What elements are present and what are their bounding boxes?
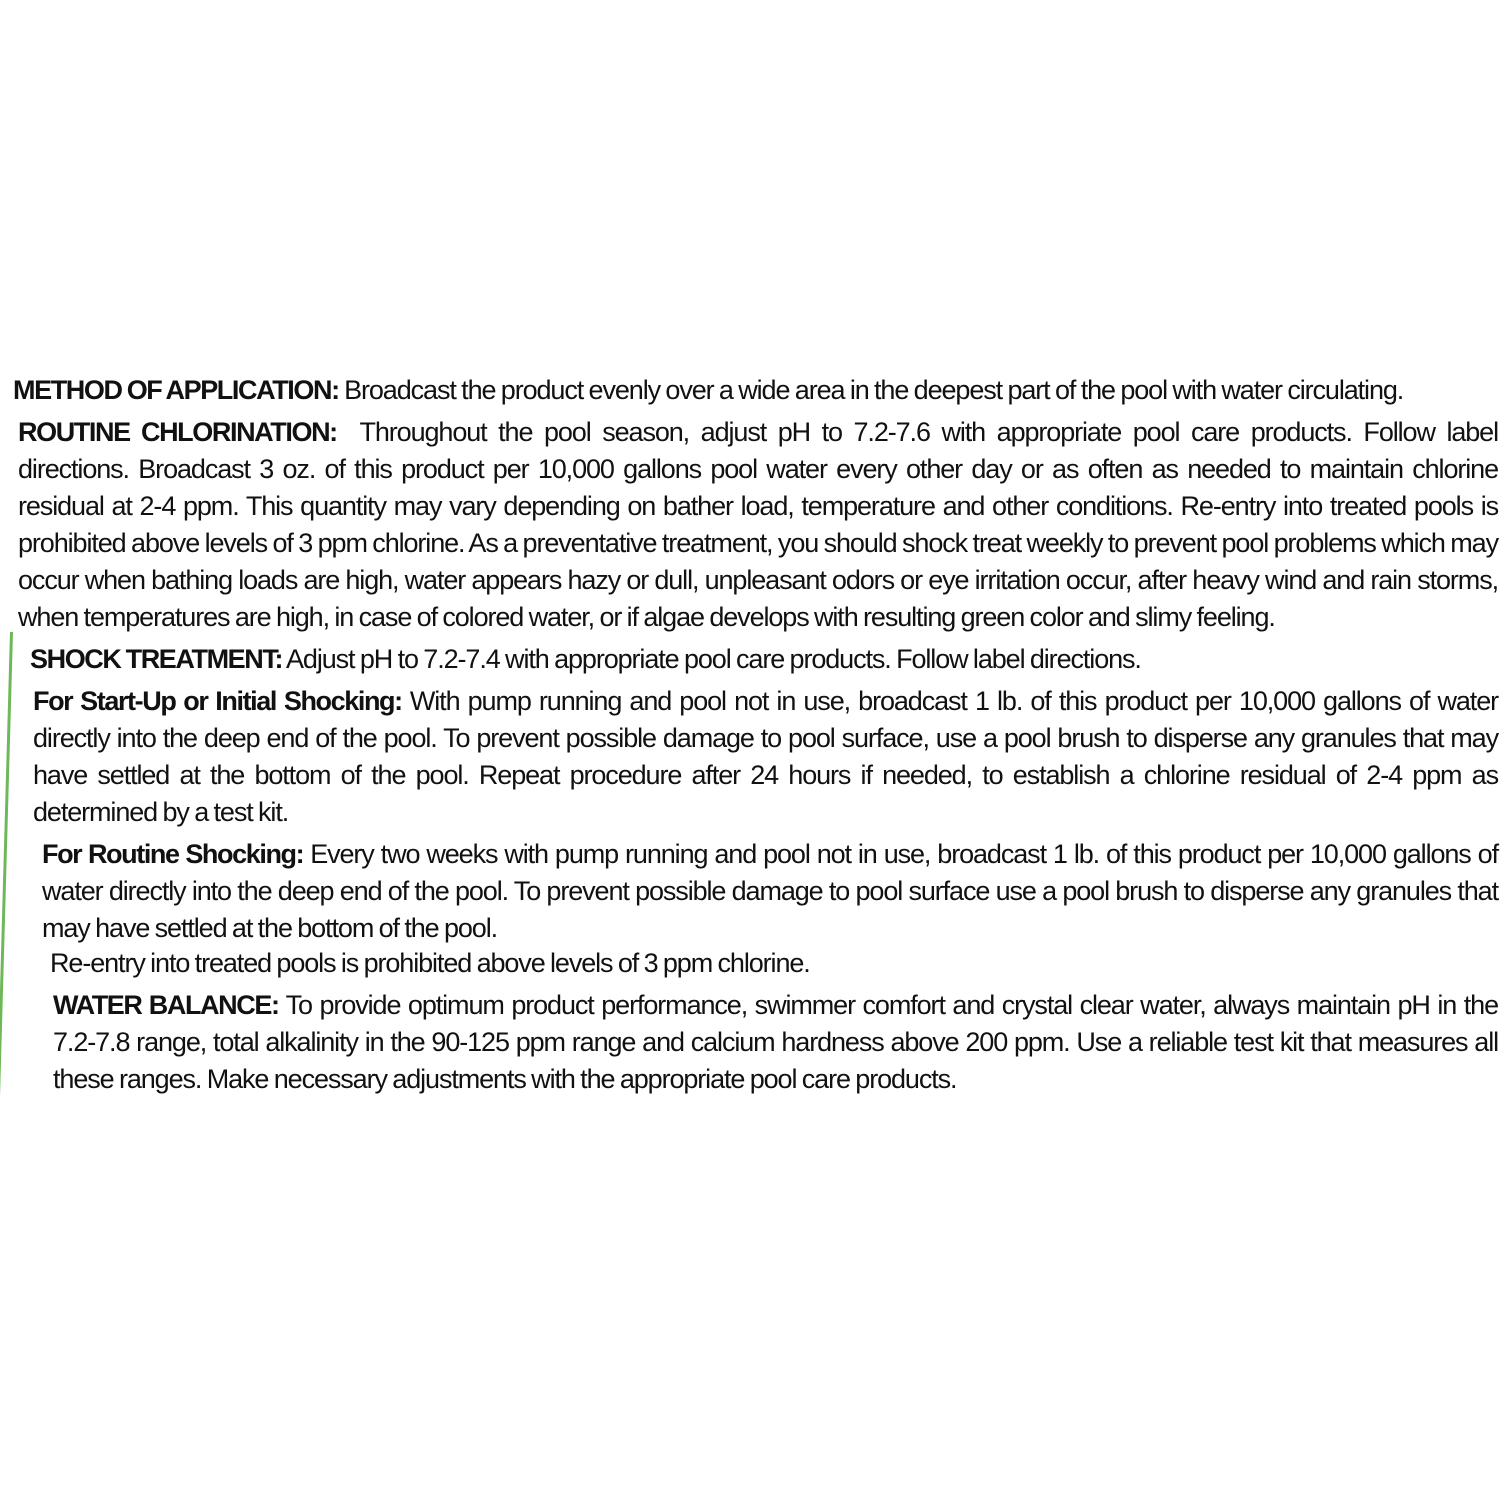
water-balance-text: To provide optimum product performance, swimmer comfort and crystal clear water, always maintain pH in the 7.2-7.8 range, total alkalinity in the 90-125 ppm range and calcium hardness above 200 ppm. Use a reliable test kit that measures all these ranges. Make necessary adjustments with the appropriate pool care products. [53, 990, 1498, 1094]
method-text: Broadcast the product evenly over a wide area in the deepest part of the pool with water circulating. [344, 375, 1404, 405]
method-of-application [13, 372, 1468, 409]
shock-treatment-text: Adjust pH to 7.2-7.4 with appropriate pool care products. Follow label directions. [286, 644, 1141, 674]
routine-shocking-heading: For Routine Shocking: [42, 839, 304, 869]
routine-chlorination [18, 414, 1498, 636]
routine-shocking [42, 836, 1498, 947]
startup-shocking-heading: For Start-Up or Initial Shocking: [33, 686, 402, 716]
routine-shocking-text: Every two weeks with pump running and pool not in use, broadcast 1 lb. of this product per 10,000 gallons of water directly into the deep end of the pool. To prevent possible damage to pool surface use a pool brush to disperse any granules that may have settled at the bottom of the pool. [42, 839, 1498, 943]
label-directions [0, 372, 1500, 1103]
startup-shocking-text: With pump running and pool not in use, broadcast 1 lb. of this product per 10,000 gallons of water directly into the deep end of the pool. To prevent possible damage to pool surface, use a pool brush to disperse any granules that may have settled at the bottom of the pool. Repeat procedure after 24 hours if needed, to establish a chlorine residual of 2-4 ppm as determined by a test kit. [33, 686, 1499, 827]
water-balance-heading: WATER BALANCE: [53, 990, 279, 1020]
routine-chlorination-heading: ROUTINE CHLORINATION: [18, 417, 337, 447]
water-balance [53, 987, 1498, 1098]
shock-treatment-heading: SHOCK TREATMENT: [30, 644, 283, 674]
routine-chlorination-text: Throughout the pool season, adjust pH to 7.2-7.6 with appropriate pool care products. Follow label directions. Broadcast 3 oz. of this product per 10,000 gallons pool water every other day or as often as needed to maintain chlorine residual at 2-4 ppm. This quantity may vary depending on bather load, temperature and other conditions. Re-entry into treated pools is prohibited above levels of 3 ppm chlorine. As a preventative treatment, you should shock treat weekly to prevent pool problems which may occur when bathing loads are high, water appears hazy or dull, unpleasant odors or eye irritation occur, after heavy wind and rain storms, when temperatures are high, in case of colored water, or if algae develops with resulting green color and slimy feeling. [18, 417, 1498, 632]
method-heading: METHOD OF APPLICATION: [13, 375, 339, 405]
reentry-notice: Re-entry into treated pools is prohibited above levels of 3 ppm chlorine. [50, 948, 810, 978]
shock-treatment [30, 641, 1495, 678]
startup-shocking [33, 683, 1498, 831]
